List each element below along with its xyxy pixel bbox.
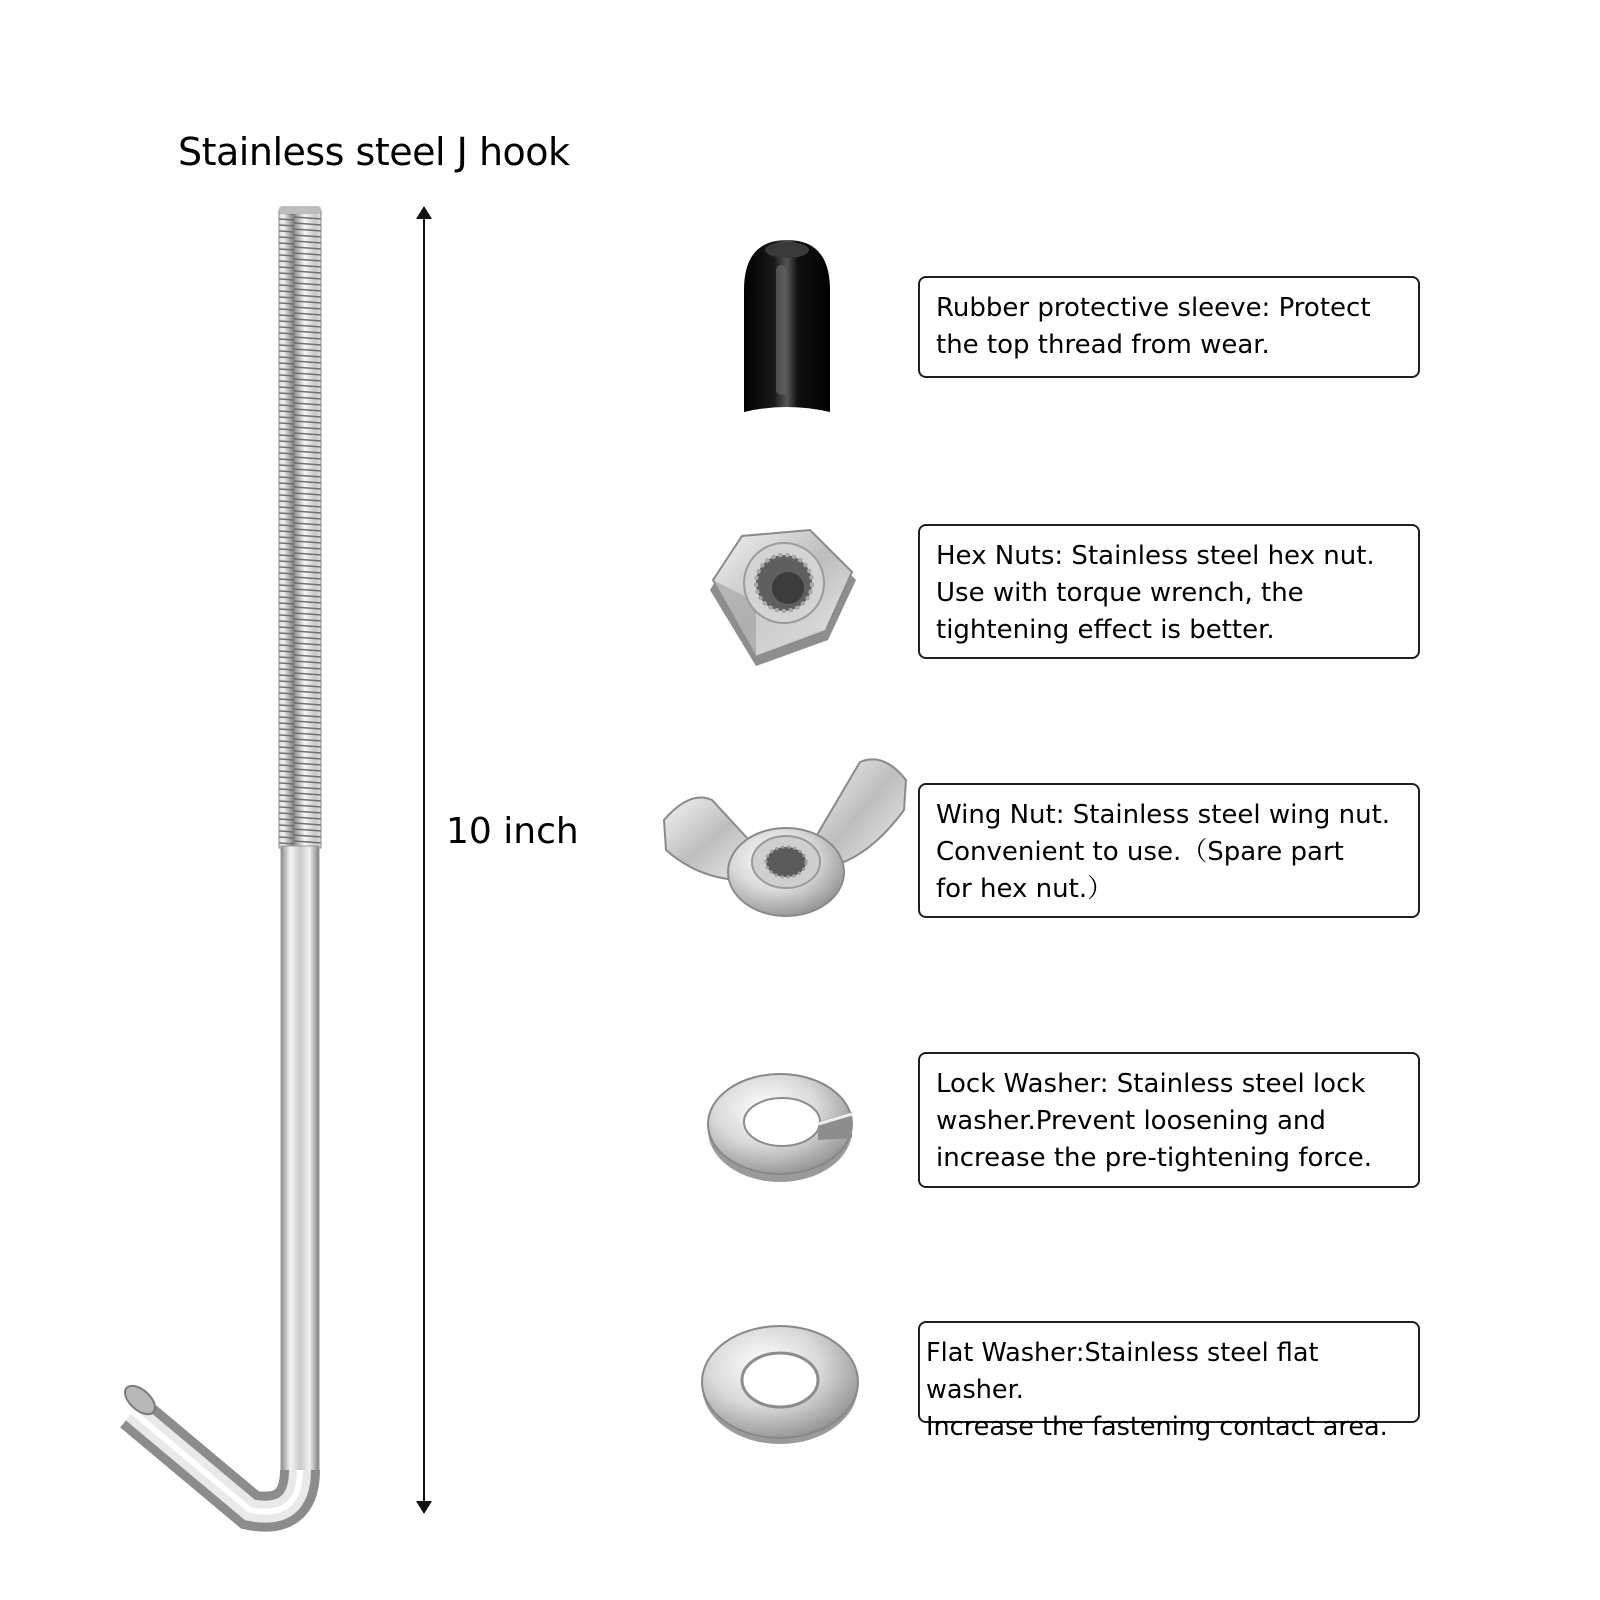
hex-nut-icon	[710, 530, 856, 666]
flat-washer-description: Flat Washer:Stainless steel flat washer. Increase the fastening contact area.	[918, 1321, 1420, 1423]
dimension-arrow	[416, 206, 432, 1514]
hex-nut-description: Hex Nuts: Stainless steel hex nut. Use with torque wrench, the tightening effect is better.	[918, 524, 1420, 659]
flat-washer-icon	[702, 1326, 858, 1444]
rubber-sleeve-icon	[744, 240, 830, 412]
wing-nut-description: Wing Nut: Stainless steel wing nut. Convenient to use.（Spare part for hex nut.）	[918, 783, 1420, 918]
lock-washer-description: Lock Washer: Stainless steel lock washer.Prevent loosening and increase the pre-tightening force.	[918, 1052, 1420, 1188]
rubber-sleeve-description: Rubber protective sleeve: Protect the top thread from wear.	[918, 276, 1420, 378]
wing-nut-icon	[664, 759, 906, 916]
lock-washer-icon	[708, 1074, 852, 1182]
length-label: 10 inch	[446, 811, 579, 852]
page-title: Stainless steel J hook	[178, 130, 570, 174]
j-hook-icon	[120, 206, 321, 1512]
